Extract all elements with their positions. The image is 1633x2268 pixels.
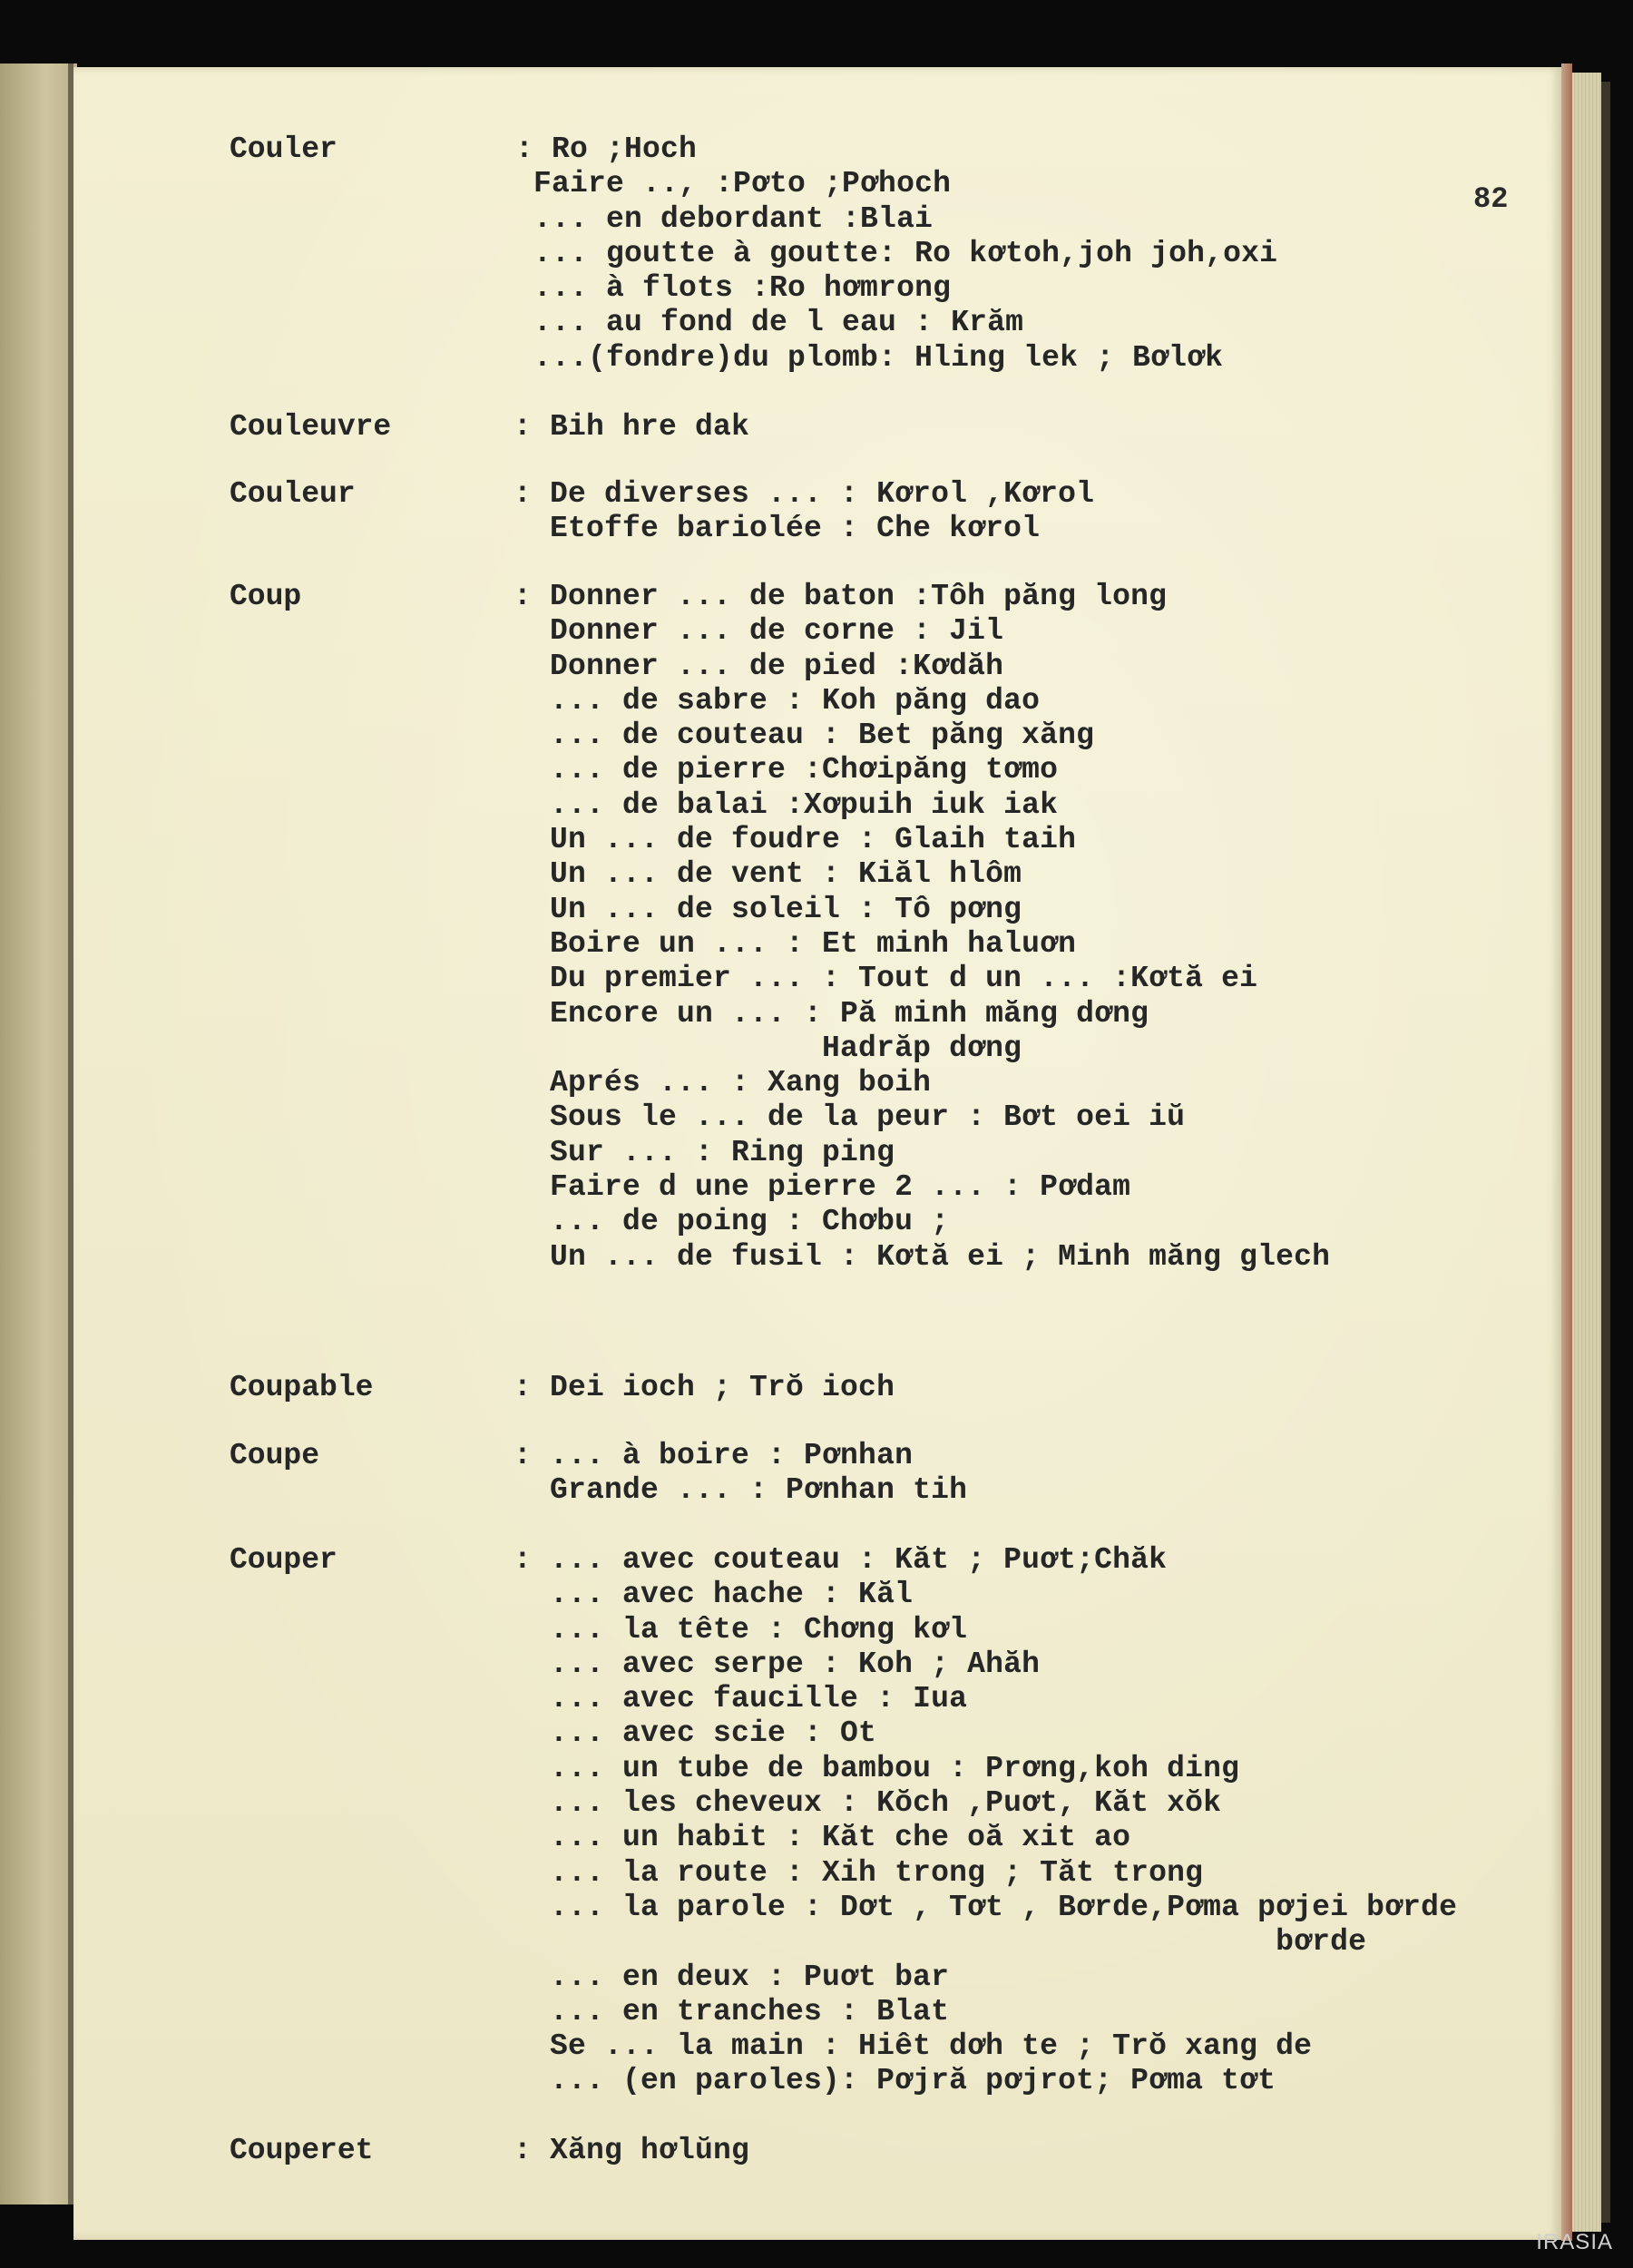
headword: Coup <box>230 580 302 613</box>
definition-line: Hadrăp dơng <box>513 1031 1022 1065</box>
definition-line: Boire un ... : Et minh haluơn <box>513 926 1077 961</box>
definition-line: Se ... la main : Hiêt dơh te ; Trŏ xang de <box>513 2029 1313 2064</box>
definition-line: : Ro ;Hoch <box>515 132 698 166</box>
page-number: 82 <box>1473 182 1509 216</box>
definition-line: : Donner ... de baton :Tôh păng long <box>513 580 1168 613</box>
definition-line: Grande ... : Pơnhan tih <box>513 1473 968 1508</box>
definition-line: ... avec hache : Kăl <box>513 1578 914 1612</box>
definition-line: ... de pierre :Chơipăng tơmo <box>513 753 1059 787</box>
page-stack-edge <box>1572 73 1601 2232</box>
definitions <box>513 1371 895 1405</box>
definition-line: ... les cheveux : Kŏch ,Puơt, Kăt xŏk <box>513 1786 1222 1821</box>
definition-line: ... goutte à goutte: Ro kơtoh,joh joh,oxi <box>533 236 1278 270</box>
definition-line: Etoffe bariolée : Che kơrol <box>513 512 1041 546</box>
definitions <box>513 2134 749 2168</box>
definition-line: Faire d une pierre 2 ... : Pơdam <box>513 1170 1131 1205</box>
book-cover-edge <box>1601 82 1610 2223</box>
definition-line: ... la route : Xih trong ; Tăt trong <box>513 1855 1204 1890</box>
definition-line: ... un habit : Kăt che oă xit ao <box>513 1821 1131 1855</box>
definitions <box>513 477 1094 547</box>
definition-line: : Xăng hơlŭng <box>513 2134 750 2167</box>
headword: Couleuvre <box>230 410 392 444</box>
definition-line: Donner ... de corne : Jil <box>513 614 1004 649</box>
definition-line: Sous le ... de la peur : Bơt oei iŭ <box>513 1100 1186 1135</box>
definition-line: Un ... de vent : Kiăl hlôm <box>513 857 1022 892</box>
definition-line: Un ... de fusil : Kơtă ei ; Minh măng glech <box>513 1239 1331 1274</box>
definition-line: Encore un ... : Pă minh măng dơng <box>513 996 1149 1031</box>
definition-line: Donner ... de pied :Kơdăh <box>513 649 1004 683</box>
definition-line: : Bih hre dak <box>513 410 750 444</box>
watermark: IRASIA <box>1536 2230 1613 2254</box>
definition-line: ... de poing : Chơbu ; <box>513 1205 950 1239</box>
definition-line: ... en deux : Puơt bar <box>513 1960 950 1994</box>
definitions <box>513 1543 1457 2099</box>
definition-line: ... en debordant :Blai <box>533 201 934 236</box>
definition-line: ... avec scie : Ot <box>513 1716 877 1751</box>
definitions <box>513 410 749 445</box>
definition-line: ...(fondre)du plomb: Hling lek ; Bơlơk <box>533 340 1224 375</box>
document-page <box>73 67 1561 2240</box>
definition-line: ... en tranches : Blat <box>513 1994 950 2028</box>
definition-line: ... avec faucille : Iua <box>513 1682 968 1716</box>
headword: Couler <box>230 132 337 166</box>
definition-line: ... la parole : Dơt , Tơt , Bơrde,Pơma pơjei bơrde <box>513 1890 1458 1924</box>
definition-line: ... (en paroles): Pơjră pơjrot; Pơma tơt <box>513 2064 1276 2098</box>
definition-line: Du premier ... : Tout d un ... :Kơtă ei <box>513 962 1258 996</box>
definition-line: ... au fond de l eau : Krăm <box>533 306 1024 340</box>
definitions <box>515 132 1277 376</box>
definition-line: bơrde <box>513 1925 1367 1960</box>
definition-line: Un ... de foudre : Glaih taih <box>513 823 1077 857</box>
headword: Couperet <box>230 2134 374 2167</box>
definition-line: : De diverses ... : Kơrol ,Kơrol <box>513 477 1095 511</box>
definition-line: : ... avec couteau : Kăt ; Puơt;Chăk <box>513 1543 1168 1577</box>
definition-line: ... la tête : Chơng kơl <box>513 1612 968 1647</box>
definition-line: ... de couteau : Bet păng xăng <box>513 719 1095 753</box>
headword: Couper <box>230 1543 337 1577</box>
definition-line: ... avec serpe : Koh ; Ahăh <box>513 1647 1041 1681</box>
definition-line: : Dei ioch ; Trŏ ioch <box>513 1371 895 1404</box>
definition-line: Un ... de soleil : Tô pơng <box>513 892 1022 926</box>
definitions <box>513 580 1330 1275</box>
page-edge <box>1561 64 1572 2241</box>
definition-line: : ... à boire : Pơnhan <box>513 1439 914 1472</box>
definition-line: ... à flots :Ro hơmrong <box>533 271 952 306</box>
definition-line: ... un tube de bambou : Prơng,koh ding <box>513 1751 1240 1785</box>
definition-line: ... de balai :Xơpuih iuk iak <box>513 787 1059 822</box>
definition-line: Aprés ... : Xang boih <box>513 1066 932 1100</box>
headword: Coupe <box>230 1439 320 1472</box>
dictionary-entries <box>73 67 1561 2240</box>
headword: Coupable <box>230 1371 374 1404</box>
headword: Couleur <box>230 477 356 511</box>
facing-page <box>0 64 77 2204</box>
definition-line: ... de sabre : Koh păng dao <box>513 683 1041 718</box>
definition-line: Faire .., :Pơto ;Pơhoch <box>533 167 952 201</box>
definition-line: Sur ... : Ring ping <box>513 1135 895 1169</box>
definitions <box>513 1439 967 1509</box>
